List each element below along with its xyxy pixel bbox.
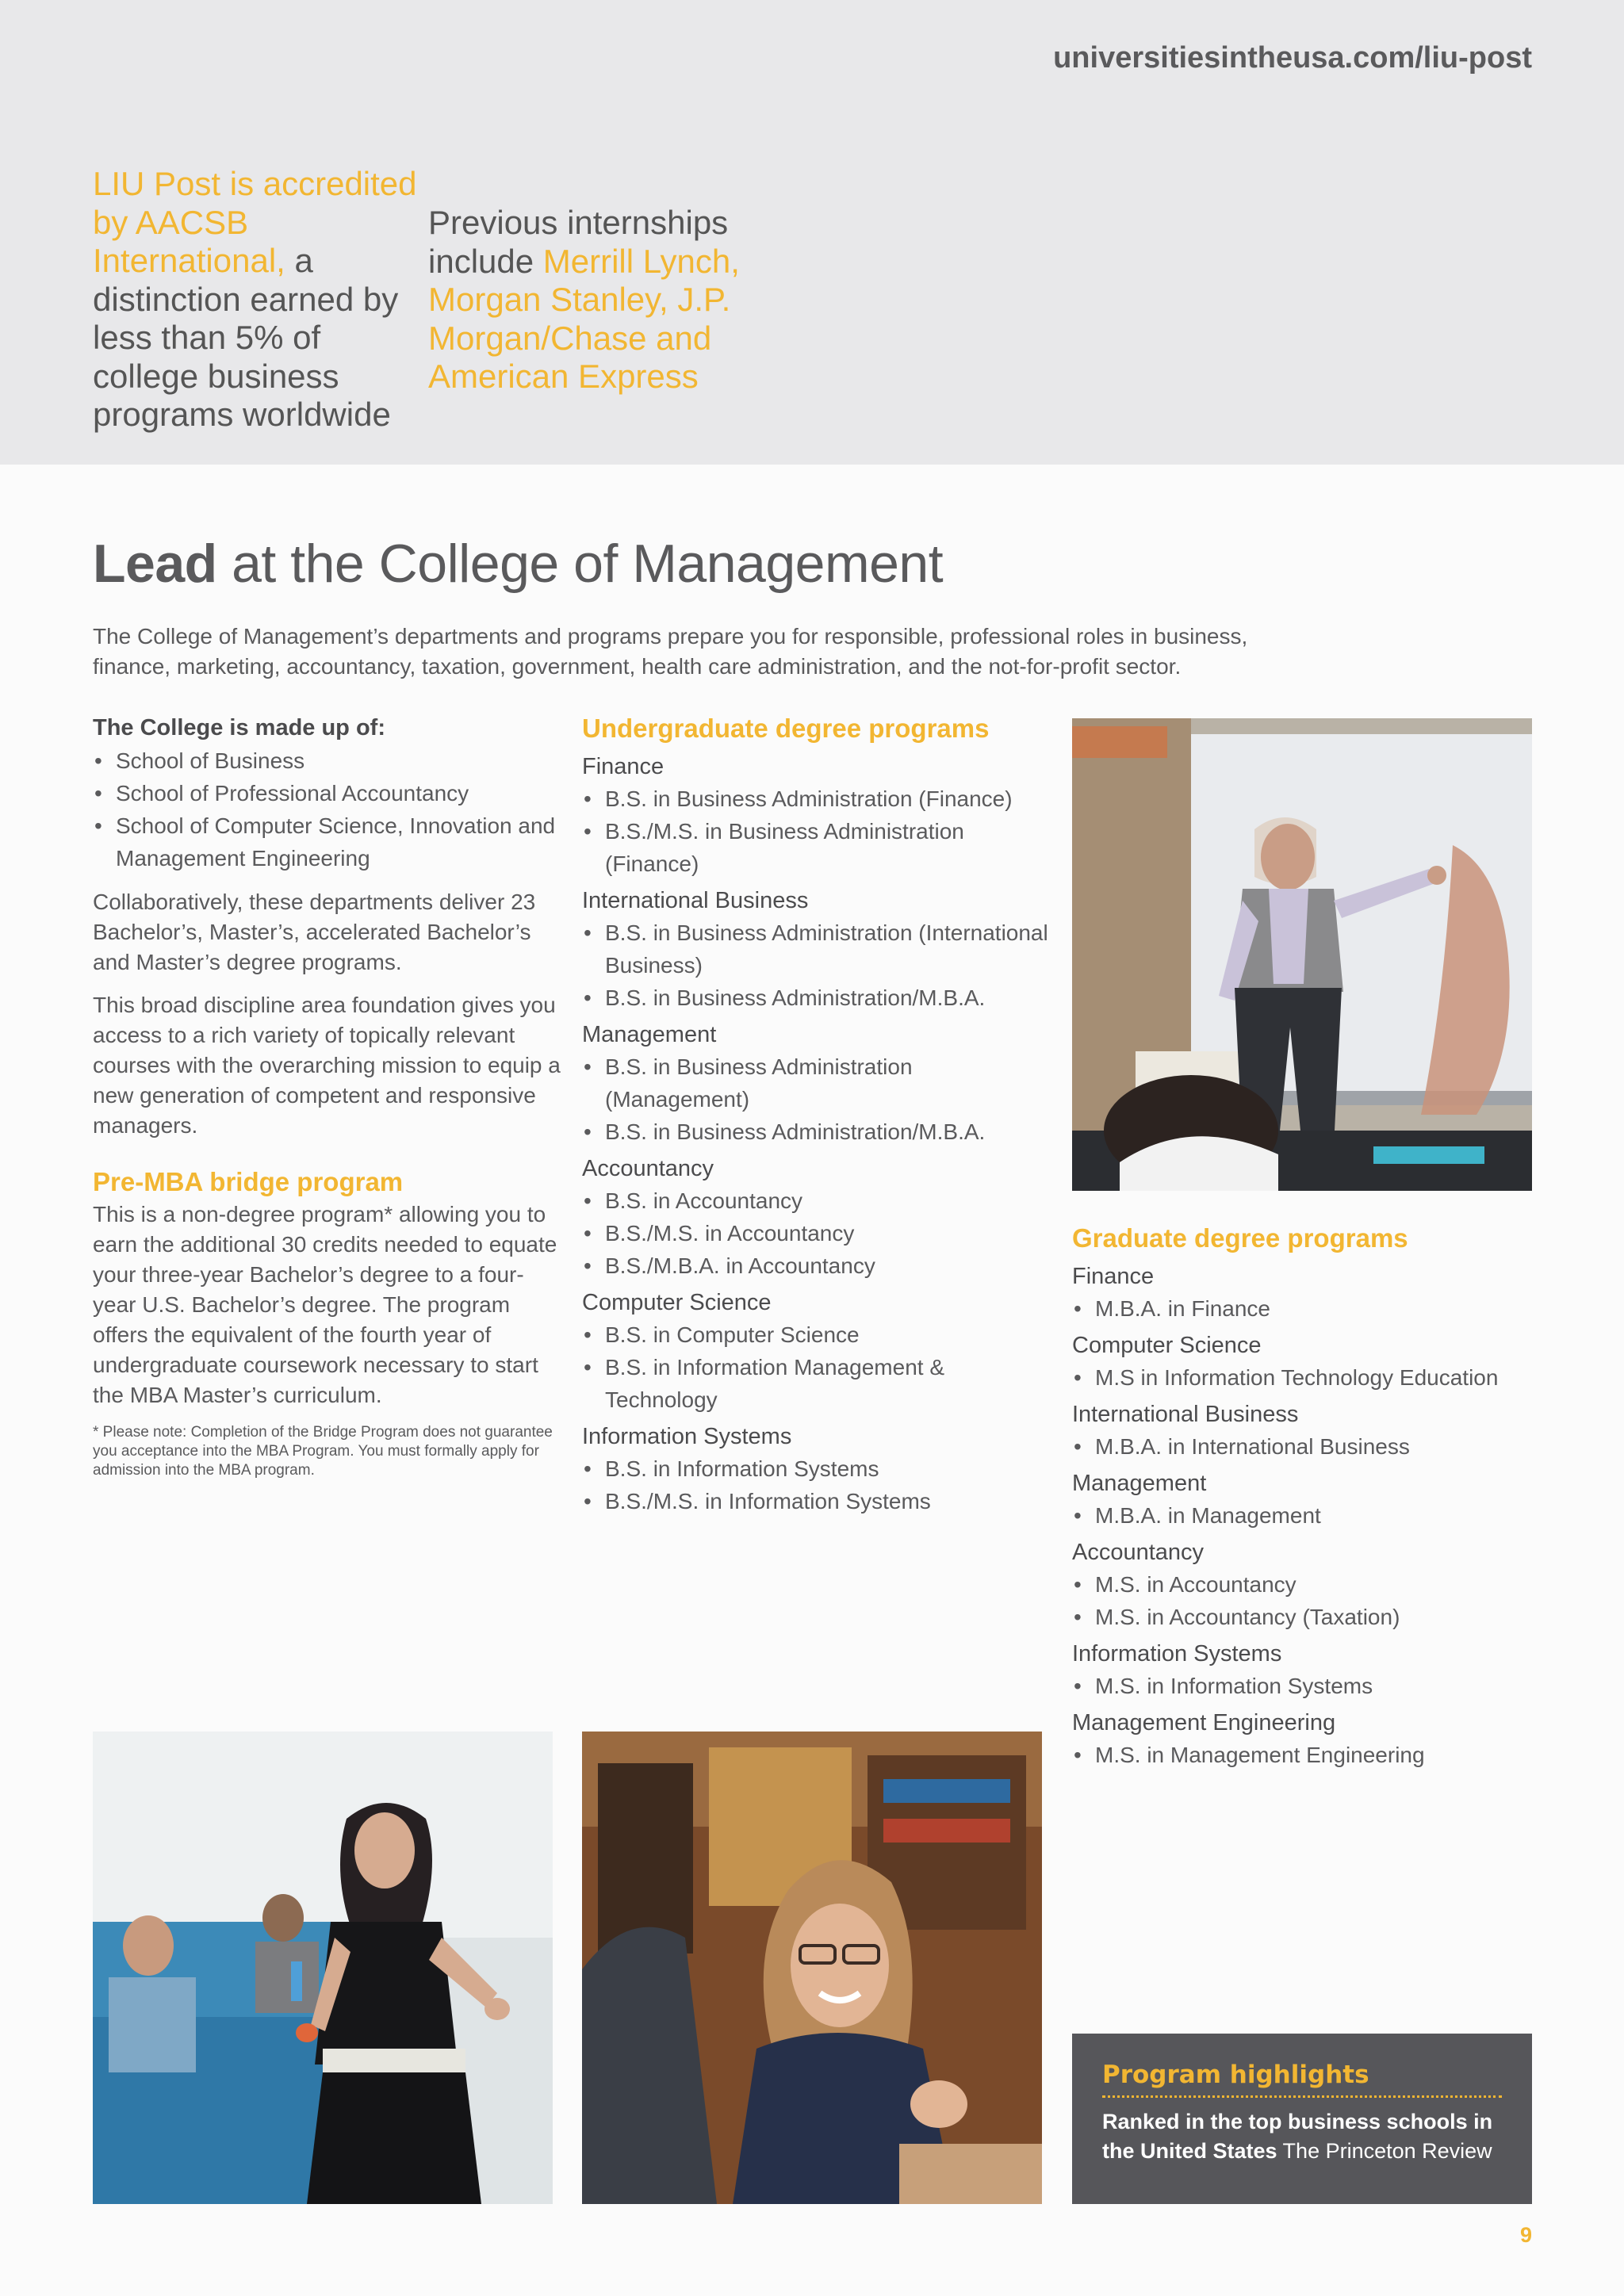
graduate-heading: Graduate degree programs <box>1072 1223 1408 1253</box>
internships-highlight: Merrill Lynch, Morgan Stanley, J.P. Morgan/Chase and American Express <box>428 242 740 395</box>
list-item: • B.S. in Computer Science <box>582 1318 1058 1351</box>
list-item: • School of Business <box>93 744 561 777</box>
graduate-group-management: Management <box>1072 1471 1207 1496</box>
undergrad-list-finance <box>582 783 1058 880</box>
schools-list <box>93 744 561 874</box>
list-item: • M.B.A. in International Business <box>1072 1430 1548 1463</box>
graduate-group-finance: Finance <box>1072 1264 1155 1289</box>
undergrad-group-international-business: International Business <box>582 888 809 913</box>
list-item: • School of Computer Science, Innovation and Management Engineering <box>93 809 561 874</box>
bridge-heading: Pre-MBA bridge program <box>93 1167 404 1196</box>
graduate-list-computer-science <box>1072 1361 1548 1394</box>
list-item: • B.S. in Business Administration/M.B.A. <box>582 1115 1058 1148</box>
graduate-list-management <box>1072 1499 1548 1532</box>
graduate-list-information-systems <box>1072 1670 1548 1702</box>
list-item: • B.S./M.S. in Business Administration (Finance) <box>582 815 1058 880</box>
list-item: • B.S./M.B.A. in Accountancy <box>582 1249 1058 1282</box>
presenter-photo <box>93 1732 553 2204</box>
graduate-group-accountancy: Accountancy <box>1072 1540 1205 1565</box>
undergrad-column <box>582 711 1058 1517</box>
website-url[interactable]: universitiesintheusa.com/liu-post <box>1053 41 1532 75</box>
graduate-list-finance <box>1072 1292 1548 1325</box>
page-number: 9 <box>1519 2223 1532 2247</box>
bridge-footnote: * Please note: Completion of the Bridge Program does not guarantee you acceptance into the MBA Program. You must formally apply for admission into the MBA program. <box>93 1424 553 1479</box>
list-item: • M.B.A. in Finance <box>1072 1292 1548 1325</box>
list-item: • M.S in Information Technology Education <box>1072 1361 1548 1394</box>
graduate-list-management-engineering <box>1072 1739 1548 1771</box>
undergrad-heading: Undergraduate degree programs <box>582 714 990 743</box>
college-paragraph-1: Collaboratively, these departments deliver 23 Bachelor’s, Master’s, accelerated Bachelor’s and Master’s degree programs. <box>93 890 536 974</box>
undergrad-list-international-business <box>582 916 1058 1014</box>
list-item: • M.S. in Accountancy (Taxation) <box>1072 1601 1548 1633</box>
list-item: • B.S. in Business Administration/M.B.A. <box>582 982 1058 1014</box>
title-rest: at the College of Management <box>216 534 944 594</box>
graduate-list-accountancy <box>1072 1568 1548 1633</box>
undergrad-list-accountancy <box>582 1184 1058 1282</box>
list-item: • B.S. in Information Management & Technology <box>582 1351 1058 1416</box>
graduate-group-international-business: International Business <box>1072 1402 1299 1427</box>
undergrad-list-information-systems <box>582 1452 1058 1517</box>
list-item: • B.S. in Business Administration (Management) <box>582 1050 1058 1115</box>
accreditation-highlight: LIU Post is accredited by AACSB International, <box>93 165 417 279</box>
accreditation-rest: a distinction earned by less than 5% of college business programs worldwide <box>93 242 399 433</box>
undergrad-group-accountancy: Accountancy <box>582 1156 714 1181</box>
undergrad-group-finance: Finance <box>582 754 665 779</box>
undergrad-list-computer-science <box>582 1318 1058 1416</box>
highlights-source: The Princeton Review <box>1277 2139 1492 2163</box>
undergrad-group-management: Management <box>582 1022 717 1047</box>
highlights-ranking: Ranked in the top business schools in the United States <box>1102 2110 1493 2163</box>
list-item: • M.S. in Information Systems <box>1072 1670 1548 1702</box>
graduate-list-international-business <box>1072 1430 1548 1463</box>
lecturer-illustration <box>1072 718 1532 1191</box>
list-item: • B.S. in Information Systems <box>582 1452 1058 1485</box>
intro-paragraph: The College of Management’s departments and programs prepare you for responsible, professional roles in business, finance, marketing, accountancy, taxation, government, health care administration, and the not-for-profit sector. <box>93 624 1248 679</box>
internships-lead: Previous internships include <box>428 204 729 280</box>
list-item: • B.S./M.S. in Information Systems <box>582 1485 1058 1517</box>
student-photo <box>582 1732 1042 2204</box>
graduate-group-computer-science: Computer Science <box>1072 1333 1262 1358</box>
graduate-group-management-engineering: Management Engineering <box>1072 1710 1336 1735</box>
college-paragraph-2: This broad discipline area foundation gives you access to a rich variety of topically relevant courses with the overarching mission to equip a new generation of competent and responsive managers. <box>93 993 561 1138</box>
list-item: • M.S. in Management Engineering <box>1072 1739 1548 1771</box>
lecturer-photo <box>1072 718 1532 1191</box>
list-item: • B.S. in Accountancy <box>582 1184 1058 1217</box>
college-column <box>93 711 561 1480</box>
graduate-column <box>1072 1221 1548 1771</box>
undergrad-group-computer-science: Computer Science <box>582 1290 772 1315</box>
list-item: • M.S. in Accountancy <box>1072 1568 1548 1601</box>
list-item: • School of Professional Accountancy <box>93 777 561 809</box>
college-heading: The College is made up of: <box>93 715 385 740</box>
highlights-text <box>1102 2107 1502 2166</box>
list-item: • B.S. in Business Administration (Finance) <box>582 783 1058 815</box>
undergrad-group-information-systems: Information Systems <box>582 1424 792 1449</box>
list-item: • B.S. in Business Administration (International Business) <box>582 916 1058 982</box>
internships-stat <box>428 204 761 396</box>
title-bold: Lead <box>93 534 217 594</box>
student-illustration <box>582 1732 1042 2204</box>
undergrad-list-management <box>582 1050 1058 1148</box>
highlights-title: Program highlights <box>1102 2061 1502 2098</box>
page-title <box>93 533 943 595</box>
graduate-group-information-systems: Information Systems <box>1072 1641 1282 1667</box>
accreditation-stat <box>93 165 426 434</box>
list-item: • M.B.A. in Management <box>1072 1499 1548 1532</box>
presenter-illustration <box>93 1732 553 2204</box>
list-item: • B.S./M.S. in Accountancy <box>582 1217 1058 1249</box>
program-highlights-box <box>1072 2034 1532 2204</box>
bridge-text: This is a non-degree program* allowing you to earn the additional 30 credits needed to equate your three-year Bachelor’s degree to a four-year U.S. Bachelor’s degree. The program offers the equivalent of the fourth year of undergraduate coursework necessary to start the MBA Master’s curriculum. <box>93 1202 557 1407</box>
